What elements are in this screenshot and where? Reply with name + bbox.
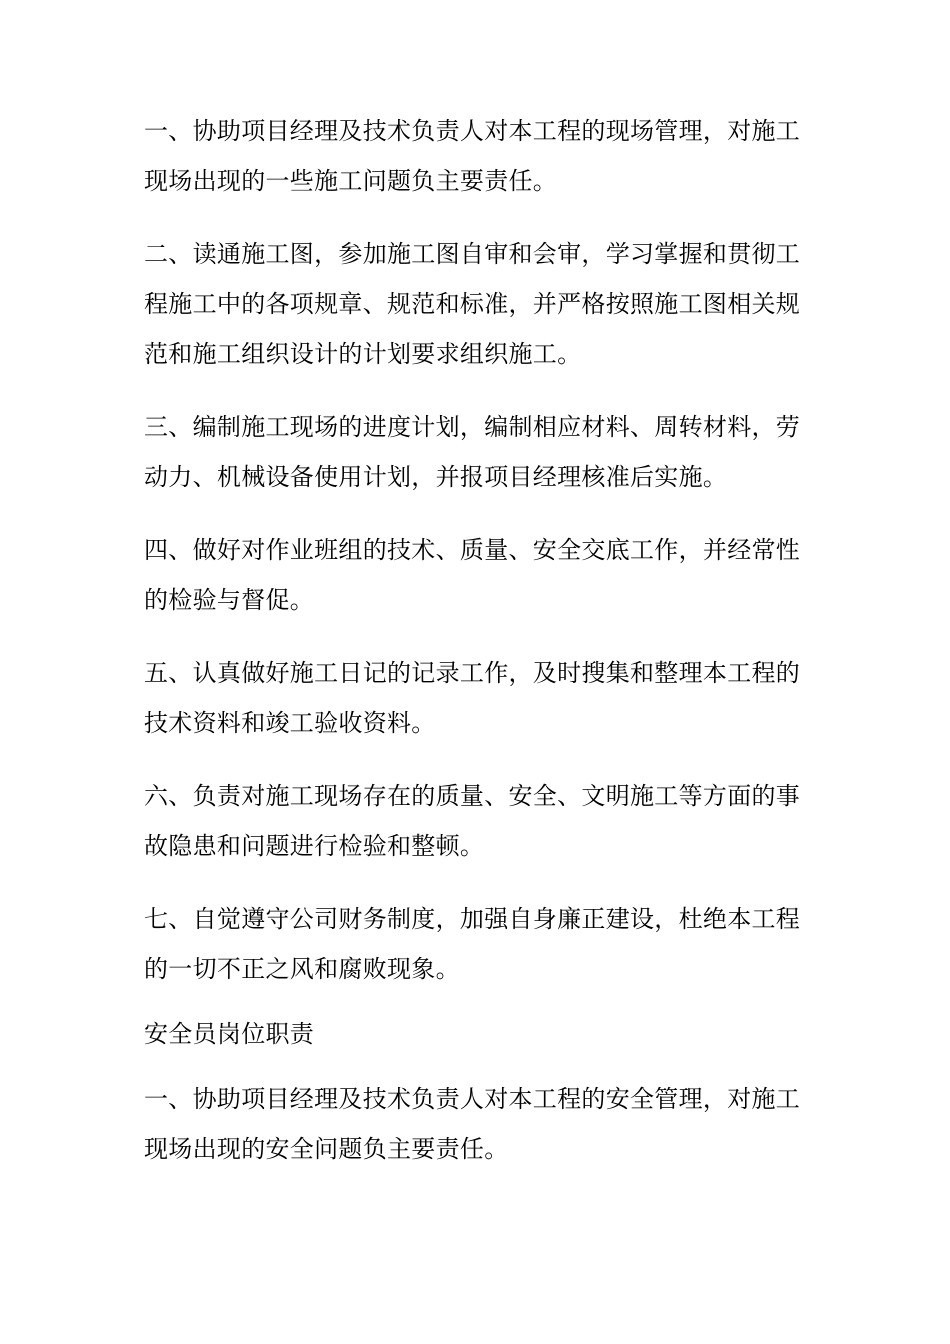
paragraph-1: 一、协助项目经理及技术负责人对本工程的现场管理，对施工现场出现的一些施工问题负主要责任。 (144, 117, 801, 195)
paragraph-2: 二、读通施工图，参加施工图自审和会审，学习掌握和贯彻工程施工中的各项规章、规范和标准，并严格按照施工图相关规范和施工组织设计的计划要求组织施工。 (144, 240, 801, 368)
paragraph-3: 三、编制施工现场的进度计划，编制相应材料、周转材料，劳动力、机械设备使用计划，并报项目经理核准后实施。 (144, 413, 801, 491)
section-paragraph-1: 一、协助项目经理及技术负责人对本工程的安全管理，对施工现场出现的安全问题负主要责任。 (144, 1085, 801, 1163)
paragraph-7: 七、自觉遵守公司财务制度，加强自身廉正建设，杜绝本工程的一切不正之风和腐败现象。 (144, 905, 801, 983)
section-heading: 安全员岗位职责 (144, 1020, 315, 1048)
document-body (144, 106, 814, 1197)
paragraph-5: 五、认真做好施工日记的记录工作，及时搜集和整理本工程的技术资料和竣工验收资料。 (144, 659, 801, 737)
paragraph-6: 六、负责对施工现场存在的质量、安全、文明施工等方面的事故隐患和问题进行检验和整顿。 (144, 782, 801, 860)
paragraph-4: 四、做好对作业班组的技术、质量、安全交底工作，并经常性的检验与督促。 (144, 536, 801, 614)
